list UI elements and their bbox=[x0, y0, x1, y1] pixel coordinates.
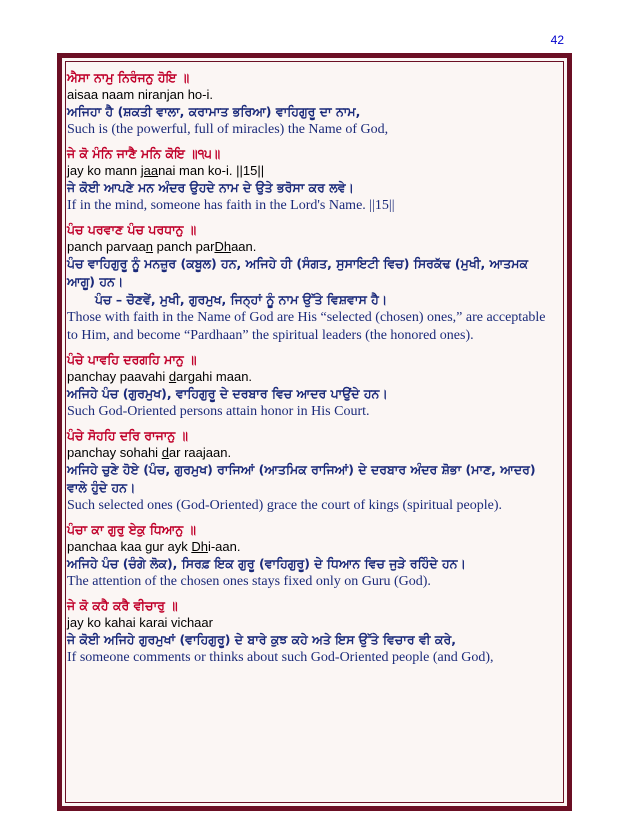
verse-block bbox=[67, 598, 557, 667]
translit-segment: panch parvaa bbox=[67, 239, 146, 254]
translit-segment: i-aan. bbox=[207, 539, 241, 554]
translit-underlined-segment: Dh bbox=[191, 539, 208, 554]
transliteration-line: aisaa naam niranjan ho-i. bbox=[67, 87, 213, 102]
english-translation: The attention of the chosen ones stays fixed only on Guru (God). bbox=[67, 574, 431, 589]
transliteration-line bbox=[67, 239, 557, 255]
punjabi-explanation: ਅਜਿਹੇ ਪੰਚ (ਚੰਗੇ ਲੋਕ), ਸਿਰਫ਼ ਇਕ ਗੁਰੂ (ਵਾਹਿਗੁਰੂ) ਦੇ ਧਿਆਨ ਵਿਚ ਜੁੜੇ ਰਹਿੰਦੇ ਹਨ। bbox=[67, 556, 466, 571]
verse-content bbox=[67, 70, 557, 674]
transliteration-line bbox=[67, 539, 557, 555]
gurmukhi-line: ਪੰਚਾ ਕਾ ਗੁਰੁ ਏਕੁ ਧਿਆਨੁ ॥ bbox=[67, 522, 196, 537]
verse-block bbox=[67, 522, 557, 591]
punjabi-explanation: ਜੇ ਕੋਈ ਅਜਿਹੇ ਗੁਰਮੁਖਾਂ (ਵਾਹਿਗੁਰੂ) ਦੇ ਬਾਰੇ ਕੁਝ ਕਹੇ ਅਤੇ ਇਸ ਉੱਤੇ ਵਿਚਾਰ ਵੀ ਕਰੇ, bbox=[67, 632, 456, 647]
translit-segment: panchaa kaa gur ayk bbox=[67, 539, 192, 554]
transliteration-line bbox=[67, 445, 557, 461]
punjabi-explanation: ਪੰਚ ਵਾਹਿਗੁਰੂ ਨੂੰ ਮਨਜ਼ੂਰ (ਕਬੂਲ) ਹਨ, ਅਜਿਹੇ ਹੀ (ਸੰਗਤ, ਸੁਸਾਇਟੀ ਵਿਚ) ਸਿਰਕੱਢ (ਮੁਖੀ, ਆਤਮਕ ਆਗੂ) ਹਨ। bbox=[67, 256, 529, 289]
gurmukhi-line: ਜੇ ਕੋ ਕਹੈ ਕਰੈ ਵੀਚਾਰੁ ॥ bbox=[67, 598, 178, 613]
english-translation: If someone comments or thinks about such God-Oriented people (and God), bbox=[67, 650, 494, 665]
punjabi-explanation-note: ਪੰਚ – ਚੋਣਵੇਂ, ਮੁਖੀ, ਗੁਰਮੁਖ, ਜਿਨ੍ਹਾਂ ਨੂੰ ਨਾਮ ਉੱਤੇ ਵਿਸ਼ਵਾਸ ਹੈ। bbox=[95, 292, 388, 307]
translit-segment: argahi maan. bbox=[176, 369, 253, 384]
verse-block bbox=[67, 428, 557, 515]
english-translation: If in the mind, someone has faith in the Lord's Name. ||15|| bbox=[67, 198, 395, 213]
page-number: 42 bbox=[550, 33, 564, 47]
verse-block bbox=[67, 70, 557, 139]
punjabi-explanation: ਅਜਿਹੇ ਪੰਚ (ਗੁਰਮੁਖ), ਵਾਹਿਗੁਰੂ ਦੇ ਦਰਬਾਰ ਵਿਚ ਆਦਰ ਪਾਉਂਦੇ ਹਨ। bbox=[67, 386, 388, 401]
translit-segment: panch par bbox=[153, 239, 215, 254]
translit-segment: aan. bbox=[231, 239, 257, 254]
punjabi-explanation: ਅਜਿਹਾ ਹੈ (ਸ਼ਕਤੀ ਵਾਲਾ, ਕਰਾਮਾਤ ਭਰਿਆ) ਵਾਹਿਗੁਰੂ ਦਾ ਨਾਮ, bbox=[67, 104, 361, 119]
translit-underlined-segment: n bbox=[145, 239, 154, 254]
transliteration-line bbox=[67, 369, 557, 385]
gurmukhi-line: ਐਸਾ ਨਾਮੁ ਨਿਰੰਜਨੁ ਹੋਇ ॥ bbox=[67, 70, 190, 85]
verse-block bbox=[67, 146, 557, 215]
gurmukhi-line: ਪੰਚ ਪਰਵਾਣ ਪੰਚ ਪਰਧਾਨੁ ॥ bbox=[67, 222, 197, 237]
transliteration-line: jay ko kahai karai vichaar bbox=[67, 615, 213, 630]
gurmukhi-line: ਪੰਚੇ ਪਾਵਹਿ ਦਰਗਹਿ ਮਾਨੁ ॥ bbox=[67, 352, 197, 367]
translit-underlined-segment: d bbox=[161, 445, 169, 460]
english-translation: Such is (the powerful, full of miracles) the Name of God, bbox=[67, 122, 389, 137]
english-translation: Those with faith in the Name of God are His “selected (chosen) ones,” are acceptable to Him, and become “Pardhaan” the spiritual leaders (the honored ones). bbox=[67, 310, 546, 343]
translit-segment: man ko-i. ||15|| bbox=[175, 163, 265, 178]
english-translation: Such selected ones (God-Oriented) grace the court of kings (spiritual people). bbox=[67, 498, 503, 513]
english-translation: Such God-Oriented persons attain honor in His Court. bbox=[67, 404, 370, 419]
punjabi-explanation: ਅਜਿਹੇ ਚੁਣੇ ਹੋਏ (ਪੰਚ, ਗੁਰਮੁਖ) ਰਾਜਿਆਂ (ਆਤਮਿਕ ਰਾਜਿਆਂ) ਦੇ ਦਰਬਾਰ ਅੰਦਰ ਸ਼ੋਭਾ (ਮਾਣ, ਆਦਰ) ਵਾਲੇ ਹੁੰਦੇ ਹਨ। bbox=[67, 462, 536, 495]
transliteration-line bbox=[67, 163, 557, 179]
punjabi-explanation: ਜੇ ਕੋਈ ਆਪਣੇ ਮਨ ਅੰਦਰ ਉਹਦੇ ਨਾਮ ਦੇ ਉਤੇ ਭਰੋਸਾ ਕਰ ਲਵੇ। bbox=[67, 180, 354, 195]
translit-underlined-segment: d bbox=[168, 369, 177, 384]
translit-segment: panchay paavahi bbox=[67, 369, 169, 384]
verse-block bbox=[67, 352, 557, 421]
translit-segment: ar raajaan. bbox=[168, 445, 232, 460]
translit-underlined-segment: Dh bbox=[214, 239, 232, 254]
gurmukhi-line: ਜੇ ਕੋ ਮੰਨਿ ਜਾਣੈ ਮਨਿ ਕੋਇ ॥੧੫॥ bbox=[67, 146, 221, 161]
translit-underlined-segment: jaa bbox=[140, 163, 159, 178]
verse-block bbox=[67, 222, 557, 345]
translit-segment: nai bbox=[158, 163, 176, 178]
translit-segment: jay ko mann bbox=[67, 163, 141, 178]
translit-segment: panchay sohahi bbox=[67, 445, 162, 460]
gurmukhi-line: ਪੰਚੇ ਸੋਹਹਿ ਦਰਿ ਰਾਜਾਨੁ ॥ bbox=[67, 428, 188, 443]
